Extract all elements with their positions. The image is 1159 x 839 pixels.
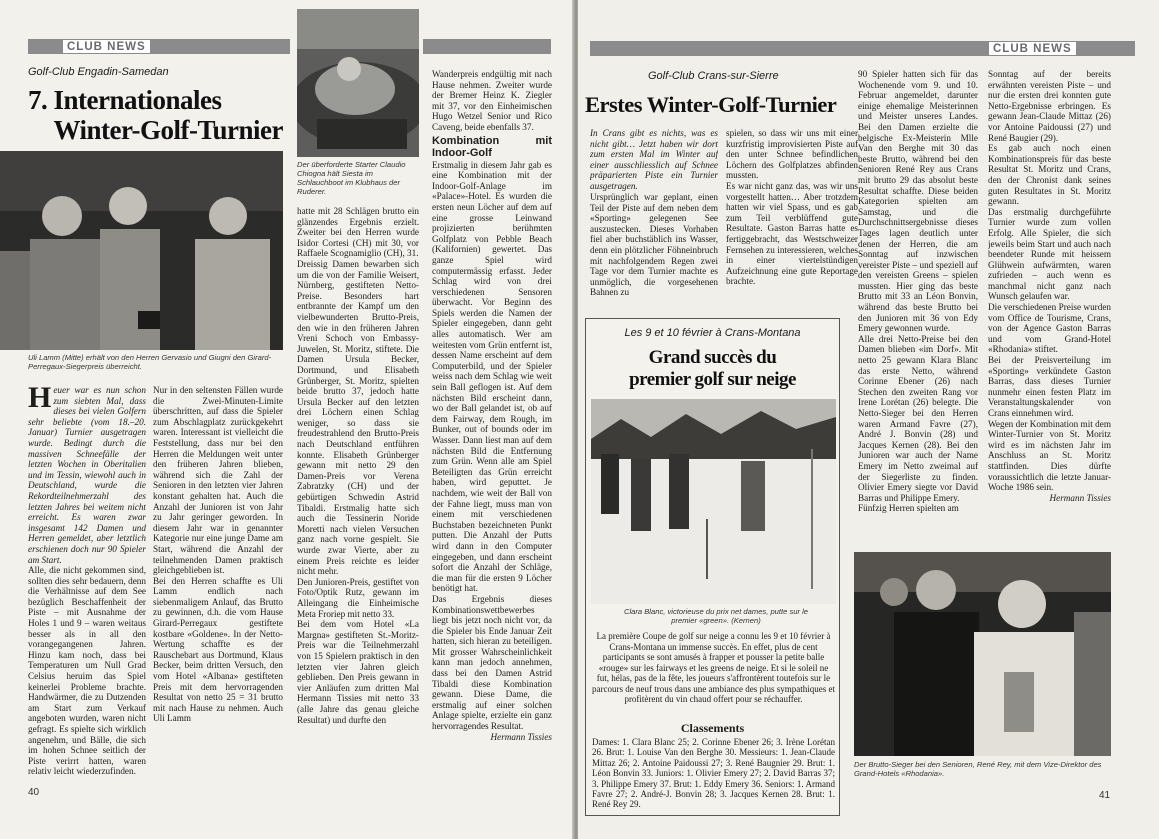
column-3: hatte mit 28 Schlägen brutto ein glänzendes Ergebnis erzielt. Zweiter bei den Herren wurde Isidor Cortesi (CH) mit 30, vor Raffaele Scognamiglio (CH), 31. Dreissig Damen bewarben sich um die von der Familie Weisert, Nürnberg, gestifteten Netto-Preise. Besonders hart entbrannte der Kampf um den vielbewunderten Brutto-Preis, den wie in den früheren Jahren Vreni Schoch von Embassy-Juwelen, St. Moritz, stiftete. Die Damen Ursula Becker, Dortmund, und Elisabeth Grünberger, St. Moritz, spielten beide brutto 37, jedoch hatte Ursula Becker auf den letzten drei Löchern einen Schlag weniger, so dass sie freudestrahlend den Brutto-Preis nach Deutschland entführen konnte. Elisabeth Grünberger gewann mit netto 29 den Damen-Preis vor Verena Zabratzky (CH) und der gebürtigen Schwedin Astrid Tibaldi. Erstmalig hatte sich auch die Tessinerin Noride Moretti nach vielen Versuchen ganz nach vorne gespielt. Sie wurde zwar Vierte, aber zu einem Preis reichte es leider nicht mehr. Den Junioren-Preis, gestiftet von Foto/Optik Rutz, gewann im Alleingang die Einheimische Meta Froriep mit netto 33. Bei dem vom Hotel «La Margna» gestifteten St.-Moritz-Preis war die Teilnehmerzahl von 15 Spielern praktisch in den letzten vier Jahren gleich geblieben. Den Preis gewann in vier Anläufen zum dritten Mal Hermann Tissies mit netto 33 (alle Jahre das genau gleiche Resultat) und durfte den: [297, 206, 419, 725]
starter-photo: [297, 9, 419, 157]
column-2: Nur in den seltensten Fällen wurde die Zwei-Minuten-Limite überschritten, auf dass die Spieler zum Abschlagplatz zurückgekehrt waren. Interessant ist vielleicht die Feststellung, dass nur bei den Herren die Meldungen weit unter den früheren Jahren blieben, während sich die Zahl der Senioren in den letzten vier Jahren konstant gehalten hat. Auch die Anzahl der Junioren ist von Jahr zu Jahr geringer geworden. In diesem Jahr war in genannter Kategorie nur eine junge Dame am Start, während die Anzahl der teilnehmenden Damen praktisch gleichgeblieben ist. Bei den Herren schaffte es Uli Lamm endlich nach siebenmaligem Anlauf, das Brutto zu gewinnen, d.h. die vom Hause Girard-Perregaux gestiftete kostbare «Goldene». In der Netto-Wertung schaffte es der Rauschebart aus Dortmund, Klaus Becker, beim dritten Versuch, den vom Hotel «Albana» gestifteten Preis mit dem hervorragenden Resultat von netto 25 = 31 brutto mit nach Hause zu nehmen. Auch Uli Lamm: [153, 385, 283, 724]
column-4-top: Wanderpreis endgültig mit nach Hause nehmen. Zweiter wurde der Bremer Heinz K. Ziegler mit 37, vor den Einheimischen Hugo Wetzel Senior und Rico Caveng, beide ebenfalls 37.: [432, 69, 552, 132]
column-4: [988, 69, 1111, 547]
author-signature: Hermann Tissies: [490, 731, 552, 742]
column-4-subhead: Kombination mit Indoor-Golf: [432, 134, 552, 159]
snow-golf-photo-image: [591, 399, 836, 604]
article-title: Erstes Winter-Golf-Turnier: [585, 92, 837, 117]
lead-paragraph: euer war es nun schon zum siebten Mal, dass dieses bei vielen Golfern sehr beliebte (vom 18.–20. Januar) Turnier ausgetragen wurde. Bedingt durch die massiven Schneefälle der letzten Wochen in Oberitalien und im Tessin, wiewohl auch in Deutschland, wurde die Rekordteilnehmerzahl des letzten Jahres bei weitem nicht erreicht. Es waren zwar insgesamt 142 Damen und Herren gemeldet, aber letztlich erschienen doch nur 90 Spieler am Start.: [28, 385, 146, 565]
inset-results: Dames: 1. Clara Blanc 25; 2. Corinne Ebener 26; 3. Irène Lorétan 26. Brut: 1. Louise Van den Berghe 30. Messieurs: 1. Jean-Claude Mittaz 26; 2. Antoine Paidoussi 27; 3. René Baugnier 29. Brut: 1. Léon Bonvin 33. Juniors: 1. Olivier Emery 27; 2. David Barras 37; 3. Philippe Emery 37. Brut: 1. Eddy Emery 36. Seniors: 1. Armand Favre 27; 2. André-J. Bonvin 28; 3. Jacques Kernen 28. Brut: 1. René Rey 29.: [592, 737, 835, 810]
senior-winner-photo: [854, 552, 1111, 756]
award-photo-caption: Uli Lamm (Mitte) erhält von den Herren Gervasio und Giugni den Girard-Perregaux-Siegerpreis überreicht.: [28, 353, 272, 371]
club-news-label: CLUB NEWS: [988, 41, 1077, 56]
inset-kicker: Les 9 et 10 février à Crans-Montana: [624, 327, 801, 339]
senior-winner-caption: Der Brutto-Sieger bei den Senioren, René Rey, mit dem Vize-Direktor des Grand-Hotels «Rhodania».: [854, 760, 1102, 778]
column-3: 90 Spieler hatten sich für das Wochenende vom 9. und 10. Februar angemeldet, darunter einige ehemalige Meisterinnen und Meister unseres Landes. Bei den Damen erzielte die belgische Ex-Meisterin Mlle Van den Berghe mit 30 das beste Brutto, während bei den Senioren René Rey aus Crans mit brutto 29 das absolut beste Resultat schaffte. Diese beiden Kategorien spielten am Samstag, und die Durchschnittsergebnisse dieses Tages lagen deutlich unter denen der Herren, die am Sonntag auf inzwischen vereister Piste – und speziell auf den vereisten Greens – spielen mussten. Hier ging das beste Brutto mit 33 an Léon Bonvin, während das beste Brutto bei den Junioren mit 36 von Edy Emery gewonnen wurde. Alle drei Netto-Preise bei den Damen blieben «im Dorf». Mit netto 25 gewann Klara Blanc das erste Netto, während Corinne Ebener (26) nach Stechen den zweiten Rang vor Irene Lorétan (26) belegte. Die Netto-Sieger bei den Herren waren Armand Favre (27), André J. Bonvin (28) und Jacques Kernen (28). Bei den Junioren war auch der Name Emery im Netto zweimal auf der Siegerliste zu finden. Olivier Emery siegte vor David Barras und Philippe Emery. Fünfzig Herren spielten am: [858, 69, 978, 514]
author-signature: Hermann Tissies: [1049, 492, 1111, 503]
inset-body: La première Coupe de golf sur neige a connu les 9 et 10 février à Crans-Montana un immense succès. En effet, plus de cent participants se sont amusés à frapper et pousser la petite balle «rouge» sur les fairways et les greens de neige. Et si le soleil ne fut, hélas, pas de la fête, les joueurs s'affrontèrent toutefois sur le parcours de neuf trous dans une ambiance des plus sympathiques et profitèrent du vin chaud offert pour se réchauffer.: [592, 631, 835, 704]
column-4: [432, 69, 552, 779]
starter-photo-image: [297, 9, 419, 157]
column-2: spielen, so dass wir uns mit einer kurzfristig improvisierten Piste auf den unter Schnee befindlichen Löchern des Golfplatzes abfinden mussten. Es war nicht ganz das, was wir uns vorgestellt hatten… Aber trotzdem hatten wir viel Spass, und es gab zum Teil verblüffend gute Resultate. Gaston Barras hatte es fertiggebracht, das Westschweizer Fernsehen zu interessieren, welches in einer viertelstündigen Aufzeichnung eine gute Reportage brachte.: [726, 128, 858, 287]
club-news-bar-right: [423, 39, 551, 54]
french-inset-box: [585, 318, 840, 816]
club-news-label: CLUB NEWS: [62, 39, 151, 54]
article-kicker: Golf-Club Engadin-Samedan: [28, 66, 169, 78]
snow-golf-photo-caption: Clara Blanc, victorieuse du prix net dames, putte sur le premier «green». (Kernen): [623, 607, 809, 625]
inset-title-line1: Grand succès du: [648, 347, 777, 368]
column-4-body: Sonntag auf der bereits erwähnten vereisten Piste – und nur die ersten drei konnten gute Netto-Ergebnisse erbringen. Es gewann Jean-Claude Mittaz (26) vor Antoine Paidoussi (27) und René Baugier (29). Es gab auch noch einen Kombinationspreis für das beste Resultat St. Moritz und Crans, den der Chronist dank seines guten Resultates in St. Moritz gewann. Das erstmalig durchgeführte Turnier wurde zum vollen Erfolg. Alle Spieler, die sich jeweils beim Start und auch nach beendeter Runde mit heissem Glühwein aufwärmten, waren zufrieden – auch wenn es manchmal nicht ganz nach Wunsch gelaufen war. Die verschiedenen Preise wurden vom Office de Tourisme, Crans, von der Agence Gaston Barras und vom Grand-Hotel «Rhodania» stiftet. Bei der Preisverteilung im «Sporting» verkündete Gaston Barras, dass dieses Turnier nunmehr einen festen Platz im Veranstaltungskalender von Crans einnehmen wird. Wegen der Kombination mit dem Winter-Turnier von St. Moritz wird es im nächsten Jahr im Anschluss an St. Moritz stattfinden. Dies dürfte voraussichtlich die letzte Januar-Woche 1986 sein.: [988, 69, 1111, 493]
column-4-body: Erstmalig in diesem Jahr gab es eine Kombination mit der Indoor-Golf-Anlage im «Palace»-Hotel. Es wurden die ersten neun Löcher auf dem auf eine grosse Leinwand projizierten berühmten Golfplatz von Pebble Beach (Kalifornien) gewertet. Das ganze Spiel wird computermässig erfasst. Jeder Schlag wird von drei verschiedenen Sensoren überwacht. Vor Beginn des Spiels werden die Namen der Spieler eingegeben, dann geht alles automatisch. Wer am weitesten vom Grün entfernt ist, dessen Name erscheint auf dem Computerbild, und der Spieler weiss nach dem Schlag wie weit sein Ball geflogen ist. Auf dem nächsten Bild erscheint dann, wo der Ball gelandet ist, ob auf dem Fairway, dem Rough, im Bunker, out of bounds oder im Wasser. Dann liest man auf dem nächsten Bild die Entfernung zum Grün. Wenn alle am Spiel Beteiligten das Grün erreicht haben, wird geputtet. Je nachdem, wie weit der Ball von der Fahne liegt, muss man von einem mit verschiedenen Buchstaben bezeichneten Punkt putten. Die Anzahl der Putts wird dann in den Computer eingegeben, und dann erscheint sofort die Anzahl der Schläge, die man für die ersten 9 Löcher benötigt hat. Das Ergebnis dieses Kombinationswettbewerbes liegt bis jetzt noch nicht vor, da die Spieler bis Ende Januar Zeit hatten, sich hieran zu beteiligen. Mit grosser Wahrscheinlichkeit kann man jedoch annehmen, dass bei den Damen Astrid Tibaldi diese Kombination gewann. Diese Dame, die erstmalig auf einer solchen Anlage spielte, erzielte ein ganz hervorragendes Resultat.: [432, 159, 552, 732]
article-kicker: Golf-Club Crans-sur-Sierre: [648, 70, 779, 82]
inset-subhead: Classements: [680, 721, 745, 735]
page-number: 40: [28, 787, 40, 798]
article-title-line2: Winter-Golf-Turnier: [53, 116, 283, 145]
award-photo-image: [0, 151, 283, 350]
senior-winner-photo-image: [854, 552, 1111, 756]
inset-title-line2: premier golf sur neige: [629, 369, 796, 390]
lead-dropcap: H: [28, 385, 52, 414]
award-photo: [0, 151, 283, 350]
left-page: [0, 0, 574, 839]
column-1-body: Alle, die nicht gekommen sind, sollten dies sehr bedauern, denn die Verhältnisse auf dem See bezüglich Beschaffenheit der Piste – mit Ausnahme der Holes 1 und 9 – waren weitaus besser als in all den vorangegangenen Jahren. Hinzu kam noch, dass bei Temperaturen um Null Grad Celsius heruim das Spiel keinerlei Probleme brachte. Handwärmer, die zu Dutzenden am Start zum Verkauf angeboten wurden, waren nicht gefragt. Es spielte sich wirklich angenehm, und Bälle, die sich im hohen Schnee seitlich der Piste verirrt hatten, waren relativ leicht wiederzufinden.: [28, 565, 146, 777]
snow-golf-photo: [591, 399, 836, 604]
column-1: Ursprünglich war geplant, einen Teil der Piste auf dem neben dem «Sporting» gelegenen See auszustecken. Dieses Vorhaben fiel aber buchstäblich ins Wasser, denn ein plötzlicher Föhneinbruch mit nachfolgendem Regen zwei Tage vor dem Turnier machte es unmöglich, die vorgesehenen Bahnen zu: [590, 192, 718, 298]
page-number: 41: [1099, 790, 1111, 801]
starter-photo-caption: Der überforderte Starter Claudio Chiogna hält Siesta im Schlauchboot im Klubhaus der Ruderer.: [297, 160, 406, 196]
column-1: [28, 385, 146, 785]
article-title-line1: 7. Internationales: [28, 86, 222, 115]
lead-paragraph: In Crans gibt es nichts, was es nicht gibt… Jetzt haben wir dort zum ersten Mal im Winter auf einer ausschliesslich auf Schnee präparierten Piste ein Turnier ausgetragen.: [590, 128, 718, 191]
